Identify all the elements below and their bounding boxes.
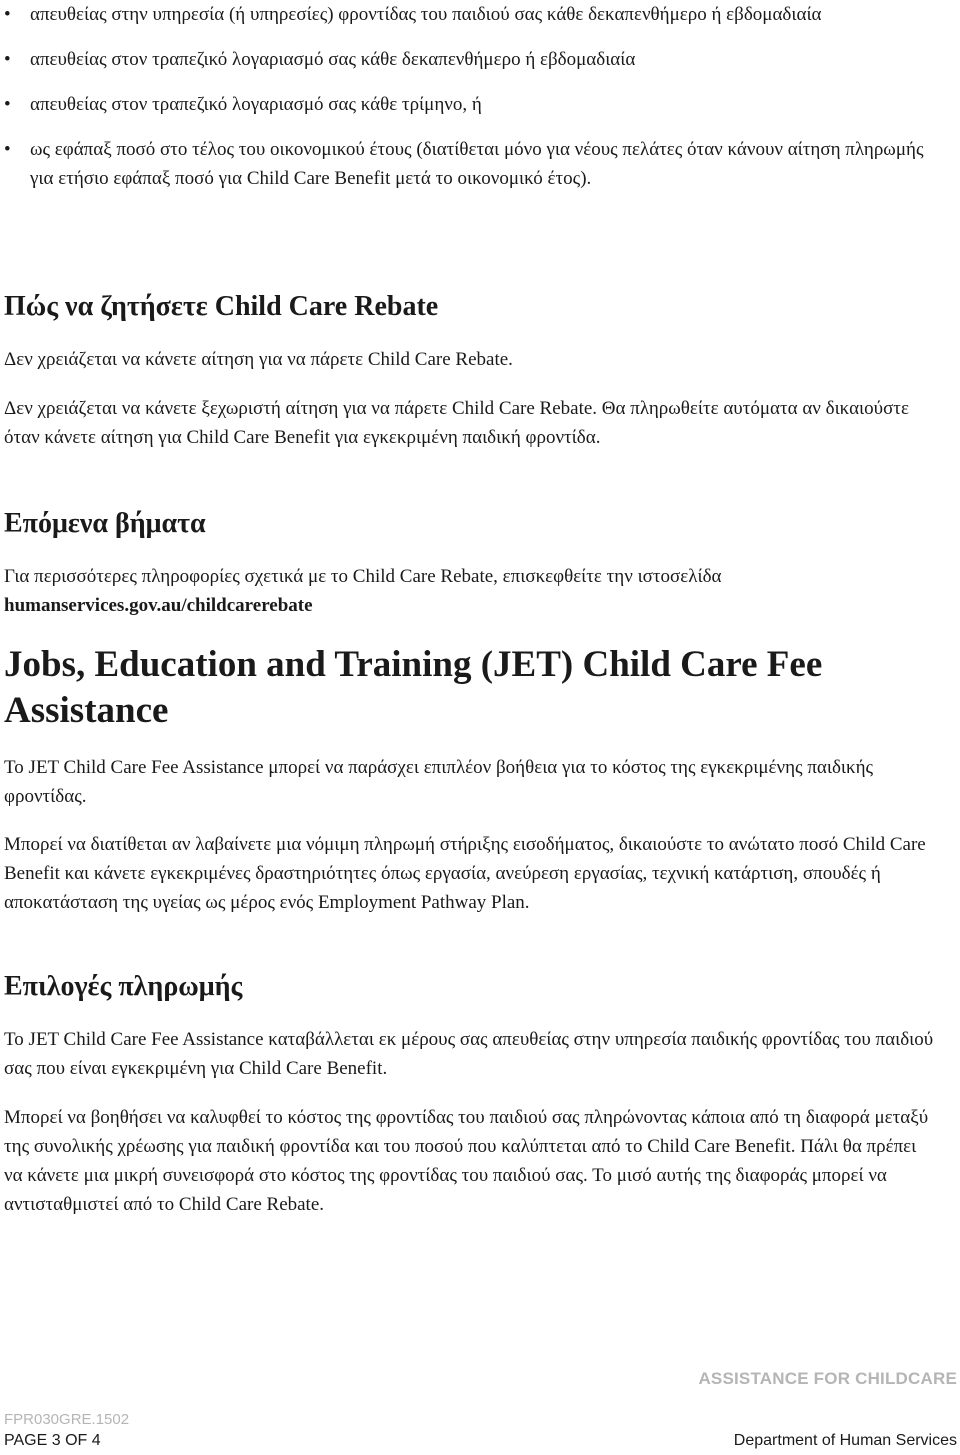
bullet-icon: • [4,94,11,115]
next-steps-text: Για περισσότερες πληροφορίες σχετικά με το Child Care Rebate, επισκεφθείτε την ιστοσελίδα [4,566,722,587]
childcarerebate-link[interactable]: humanservices.gov.au/childcarerebate [4,595,313,616]
footer-title: ASSISTANCE FOR CHILDCARE [698,1369,957,1388]
next-steps-heading: Επόμενα βήματα [4,508,206,539]
list-item-text: απευθείας στην υπηρεσία (ή υπηρεσίες) φροντίδας του παιδιού σας κάθε δεκαπενθήμερο ή εβδομαδιαία [30,4,822,25]
payment-paragraph-2: Μπορεί να βοηθήσει να καλυφθεί το κόστος της φροντίδας του παιδιού σας πληρώνοντας κάποια από τη διαφορά μεταξύ της συνολικής χρέωσης για παιδική φροντίδα και του ποσού που καλύπτεται από το Child Care Benefit. Πάλι θα πρέπει να κάνετε μια μικρή συνεισφορά στο κόστος της φροντίδας του παιδιού σας. Το μισό αυτής της διαφοράς μπορεί να αντισταθμιστεί από το Child Care Rebate. [4,1107,929,1215]
list-item-text: ως εφάπαξ ποσό στο τέλος του οικονομικού έτους (διατίθεται μόνο για νέους πελάτες όταν κάνουν αίτηση πληρωμής για ετήσιο εφάπαξ ποσό για Child Care Benefit μετά το οικονομικό έτος). [30,139,924,189]
list-item [0,90,940,119]
payment-options-heading: Επιλογές πληρωμής [4,971,243,1002]
next-steps-paragraph [4,562,934,620]
footer-document-code: FPR030GRE.1502 [4,1411,130,1428]
payment-methods-list [0,0,940,193]
rebate-paragraph-2: Δεν χρειάζεται να κάνετε ξεχωριστή αίτηση για να πάρετε Child Care Rebate. Θα πληρωθείτε αυτόματα αν δικαιούστε όταν κάνετε αίτηση για Child Care Benefit για εγκεκριμένη παιδική φροντίδα. [4,398,909,448]
rebate-heading: Πώς να ζητήσετε Child Care Rebate [4,291,439,322]
list-item [0,135,940,193]
footer-department: Department of Human Services [733,1432,957,1449]
jet-paragraph-1: Το JET Child Care Fee Assistance μπορεί να παράσχει επιπλέον βοήθεια για το κόστος της εγκεκριμένης παιδικής φροντίδας. [4,757,874,807]
bullet-icon: • [4,139,11,160]
bullet-icon: • [4,4,11,25]
bullet-icon: • [4,49,11,70]
jet-heading: Jobs, Education and Training (JET) Child Care Fee Assistance [4,644,823,731]
list-item [0,45,940,74]
jet-paragraph-2: Μπορεί να διατίθεται αν λαβαίνετε μια νόμιμη πληρωμή στήριξης εισοδήματος, δικαιούστε το ανώτατο ποσό Child Care Benefit και κάνετε εγκεκριμένες δραστηριότητες όπως εργασία, ανεύρεση εργασίας, τεχνική κατάρτιση, σπουδές ή αποκατάσταση της υγείας ως μέρος ενός Employment Pathway Plan. [4,834,926,913]
list-item [0,0,940,29]
list-item-text: απευθείας στον τραπεζικό λογαριασμό σας κάθε τρίμηνο, ή [30,94,482,115]
list-item-text: απευθείας στον τραπεζικό λογαριασμό σας κάθε δεκαπενθήμερο ή εβδομαδιαία [30,49,636,70]
payment-paragraph-1: Το JET Child Care Fee Assistance καταβάλλεται εκ μέρους σας απευθείας στην υπηρεσία παιδικής φροντίδας του παιδιού σας που είναι εγκεκριμένη για Child Care Benefit. [4,1029,934,1079]
footer-page-number: PAGE 3 OF 4 [4,1432,101,1449]
rebate-paragraph-1: Δεν χρειάζεται να κάνετε αίτηση για να πάρετε Child Care Rebate. [4,349,513,370]
